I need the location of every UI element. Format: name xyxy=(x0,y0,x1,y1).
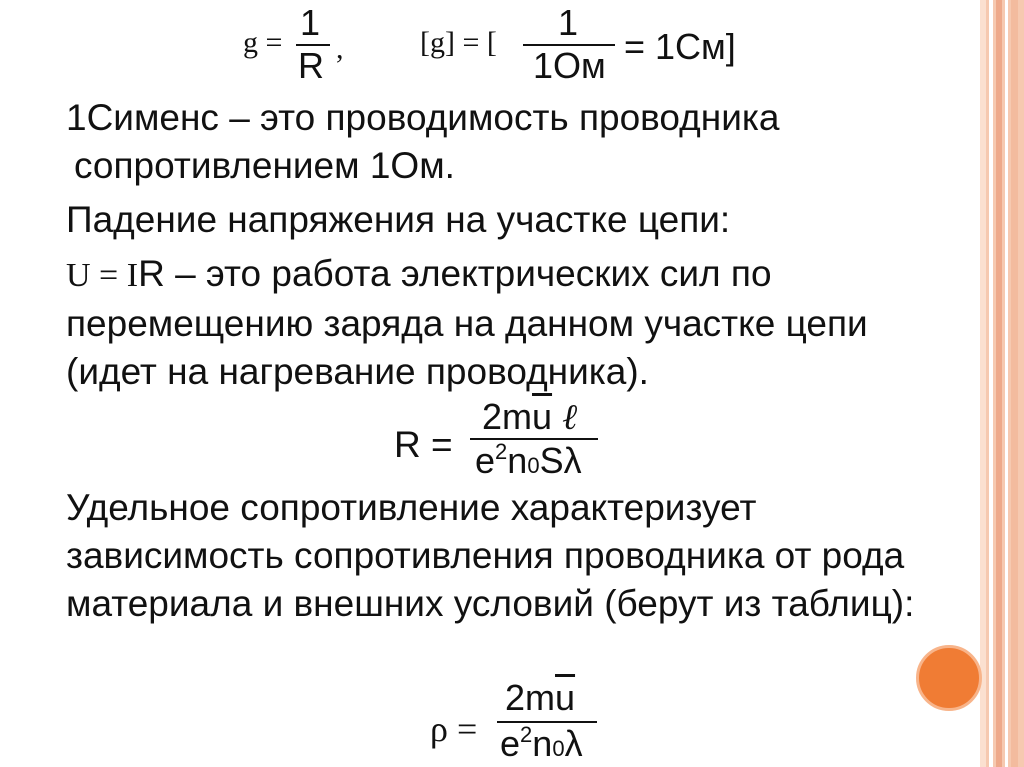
formula-g-comma: , xyxy=(336,32,344,65)
formula-ui: U = I xyxy=(66,257,139,294)
formula-unit-num: 1 xyxy=(558,2,579,43)
formula-g-num: 1 xyxy=(300,2,321,43)
decorative-circle xyxy=(916,645,982,711)
formula-rho-den: $e^2n0\lambda$ xyxy=(500,722,583,764)
formula-unit-rhs: = 1См] xyxy=(624,26,736,67)
decorative-stripes xyxy=(980,0,1024,767)
formula-unit-den: 1Ом xyxy=(533,45,606,86)
paragraph-work-text: R – это работа электрических сил по перемещению заряда на данном участке цепи (идет на нагревание проводника). xyxy=(66,253,868,392)
formula-r-lhs: R = xyxy=(394,424,453,465)
paragraph-voltage-drop: Падение напряжения на участке цепи: xyxy=(66,199,731,240)
formula-r-den: $e^2n0S\lambda$ xyxy=(475,439,582,481)
paragraph-work xyxy=(66,250,916,396)
formula-g-den: R xyxy=(298,45,324,86)
formula-g-lhs: g = xyxy=(243,26,283,59)
paragraph-resistivity: Удельное сопротивление характеризует зависимость сопротивления проводника от рода материала и внешних условий (берут из таблиц): xyxy=(66,487,915,624)
paragraph-siemens: 1Сименс – это проводимость проводника сопротивлением 1Ом. xyxy=(66,97,780,186)
formula-unit-lhs: [g] = [ xyxy=(420,26,497,59)
formula-rho-lhs: ρ = xyxy=(430,709,478,749)
formula-rho-num: $2m\overline{u}$ xyxy=(505,677,576,718)
formula-r-num: $2m\overline{u}$ ℓ xyxy=(482,396,578,437)
